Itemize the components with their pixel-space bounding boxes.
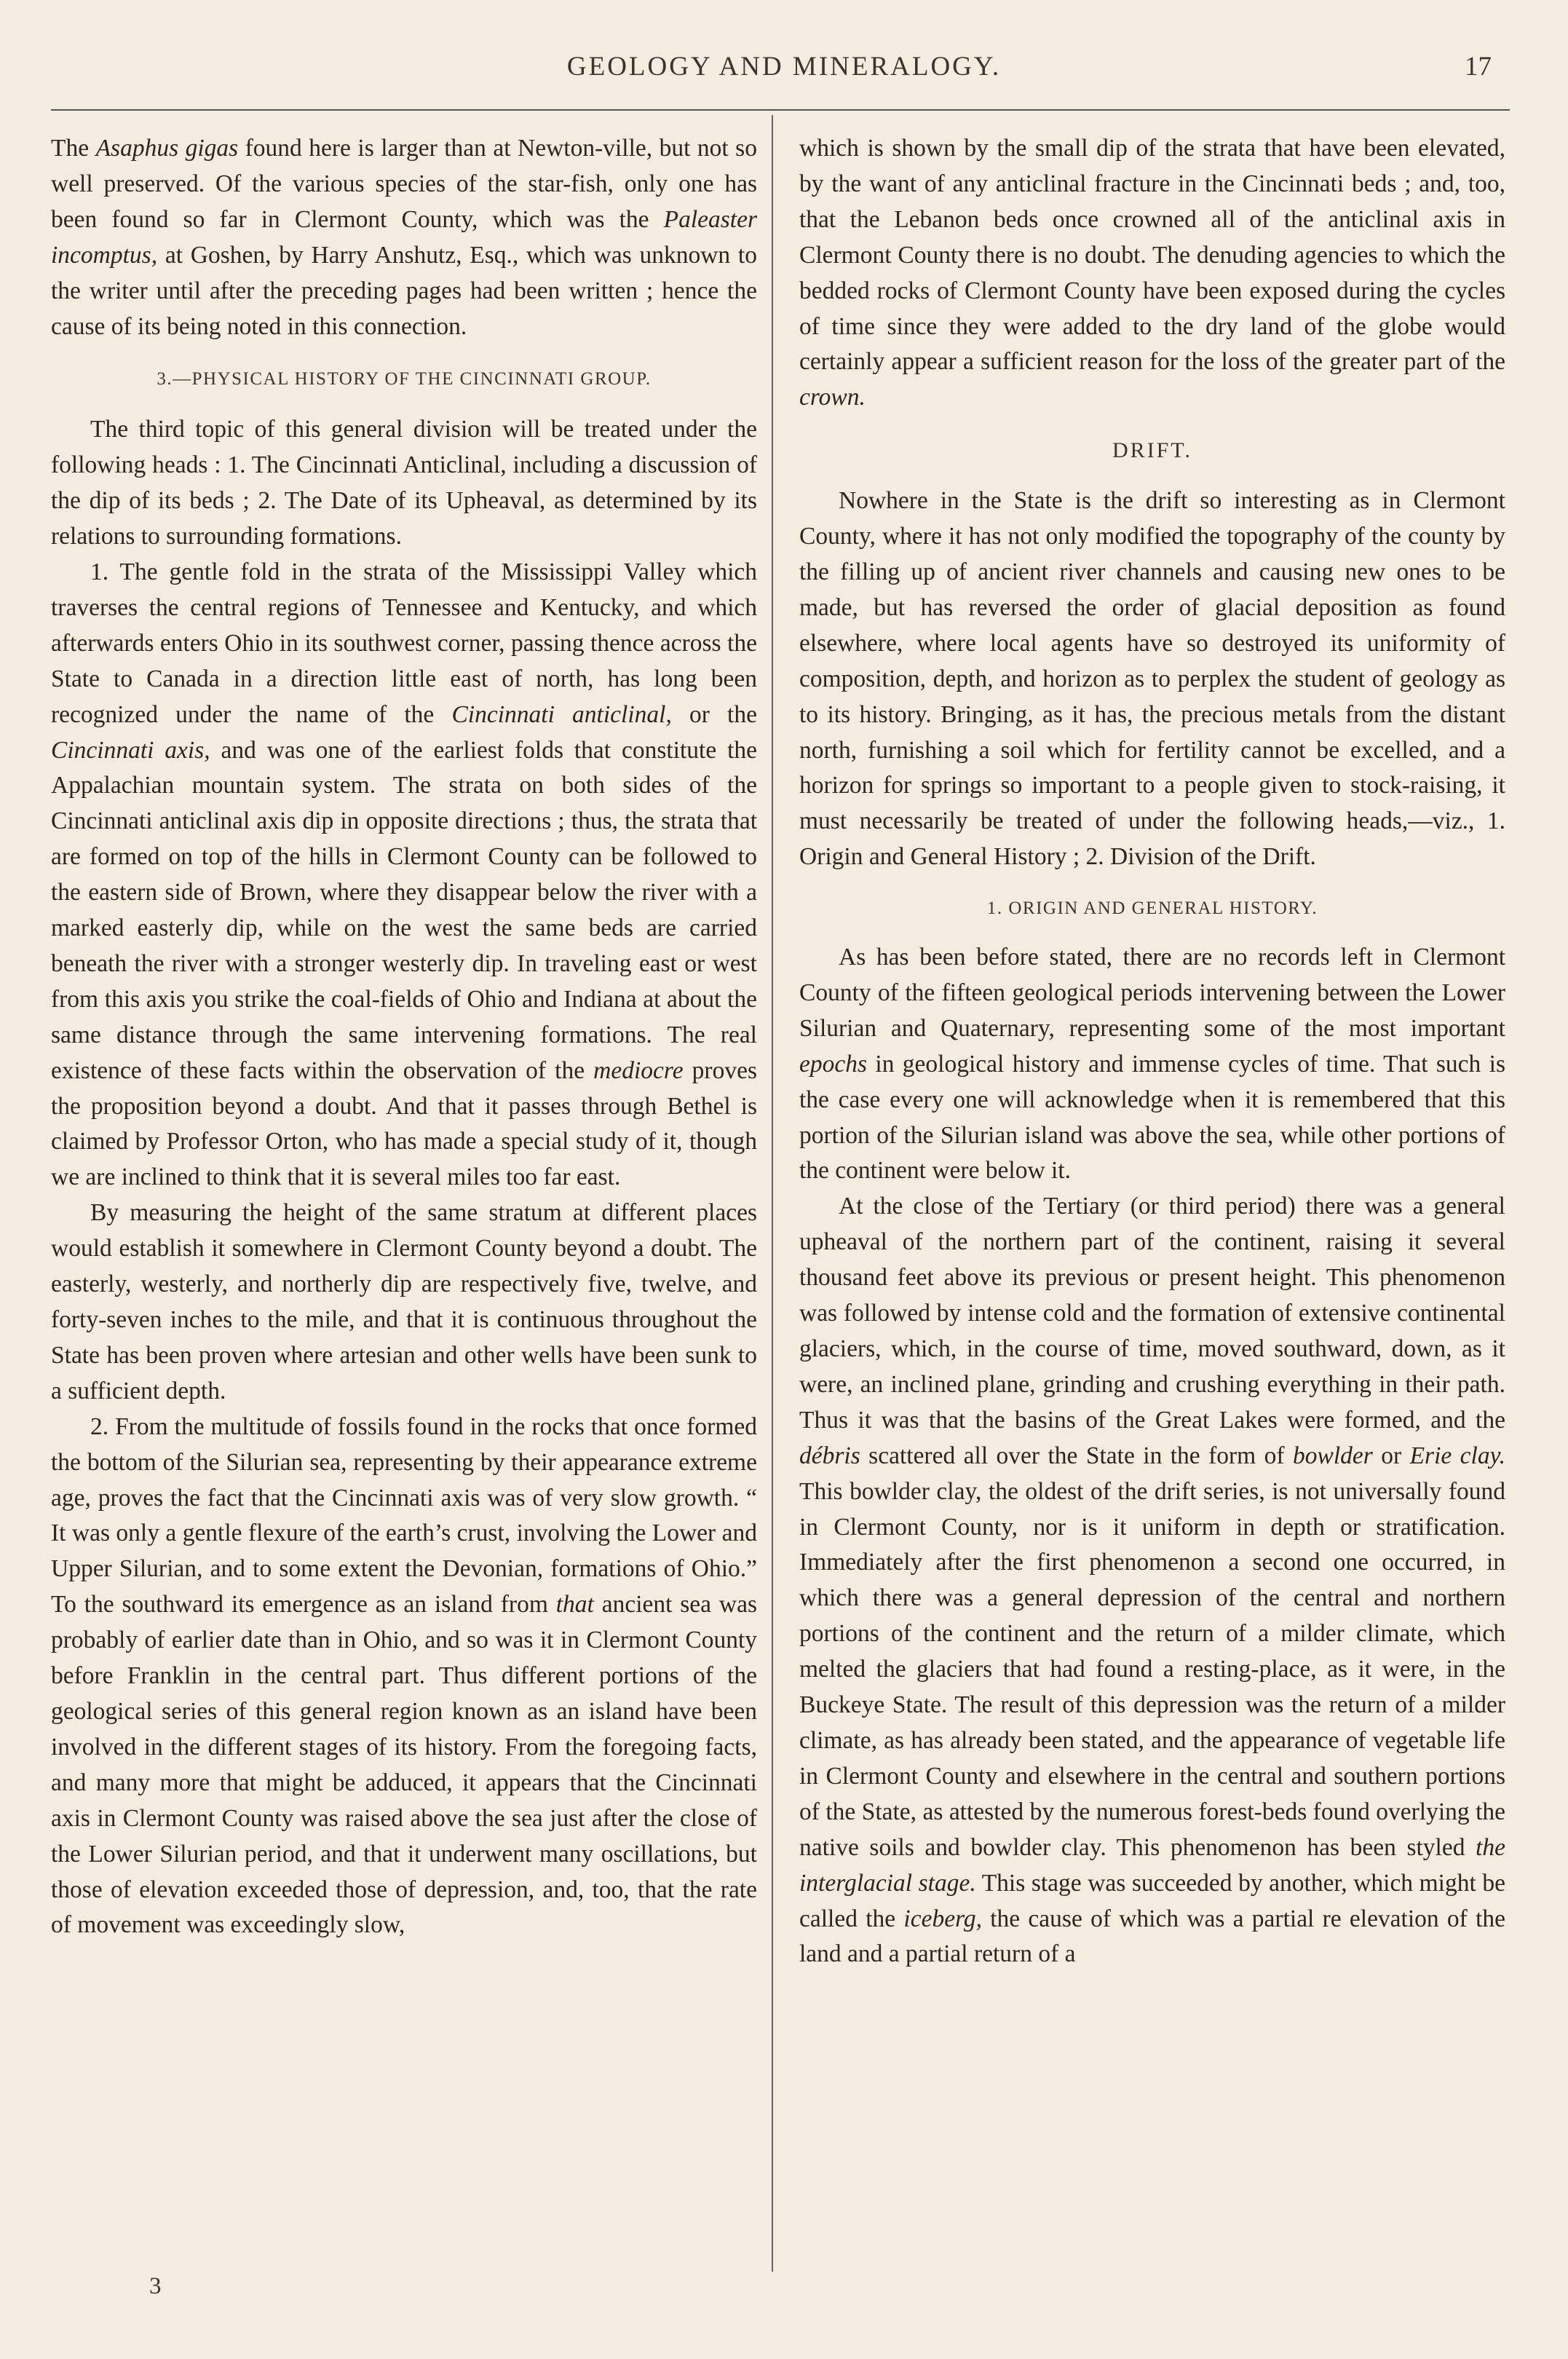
paragraph-records [799, 940, 1505, 1189]
italic-term: that [555, 1591, 594, 1619]
paragraph-third-topic: The third topic of this general division will be treated under the following heads : 1. The Cincinnati Anticlinal, including a discussion of the dip of its beds ; 2. The Date of its Upheaval, as determined by its relations to surrounding formations. [51, 416, 757, 550]
column-divider [772, 115, 773, 2272]
italic-term: Paleaster incomptus, [51, 205, 757, 269]
paragraph-tertiary [799, 1189, 1505, 1972]
left-column [51, 131, 757, 1943]
text-run: in geological history and immense cycles of time. That such is the case every one will acknowledge when it is remembered that this portion of the Silurian island was above the sea, while other portions of the continent were below it. [799, 1050, 1505, 1185]
text-run: which is shown by the small dip of the strata that have been elevated, by the want of any anticlinal fracture in the Cincinnati beds ; and, too, that the Lebanon beds once crowned all of the anticlinal axis in Clermont County there is no doubt. The denuding agencies to which the bedded rocks of Clermont County have been exposed during the cycles of time since they were added to the dry land of the globe would certainly appear a sufficient reason for the loss of the greater part of the [799, 135, 1505, 376]
italic-term: débris [799, 1442, 860, 1469]
text-run: 2. From the multitude of fossils found in the rocks that once formed the bottom of the Silurian sea, representing by their appearance extreme age, proves the fact that the Cincinnati axis was of very slow growth. “ It was only a gentle flexure of the earth’s crust, involving the Lower and Upper Silurian, and to some extent the Devonian, formations of Ohio.” To the southward its emergence as an island from [51, 1412, 757, 1619]
running-title: GEOLOGY AND MINERALOGY. [566, 52, 1002, 82]
italic-term: Cincinnati anticlinal, [451, 700, 672, 728]
running-head [0, 44, 1568, 95]
italic-term: crown. [799, 384, 866, 411]
paragraph-fossils [51, 1410, 757, 1944]
italic-term: Cincinnati axis, [51, 736, 210, 764]
header-rule [51, 109, 1510, 111]
text-run: or [1372, 1442, 1410, 1469]
text-run: found here is larger than at Newton-ville, but not so well preserved. Of the various species of the star-fish, only one has been found so far in Clermont County, which was the [51, 135, 757, 233]
text-run: at Goshen, by Harry Anshutz, Esq., which was unknown to the writer until after the preceding pages had been written ; hence the cause of its being noted in this connection. [51, 241, 757, 340]
text-run: proves the proposition beyond a doubt. And that it passes through Bethel is claimed by Professor Orton, who has made a special study of it, though we are inclined to think that it is several miles too far east. [51, 1056, 757, 1191]
text-run: The [51, 135, 96, 162]
text-run: This stage was succeeded by another, which might be called the [799, 1869, 1505, 1932]
italic-term: Asaphus gigas [95, 135, 239, 162]
text-run: As has been before stated, there are no records left in Clermont County of the fifteen geological periods intervening between the Lower Silurian and Quaternary, representing some of the most important [799, 944, 1505, 1042]
italic-term: iceberg, [903, 1905, 982, 1932]
paragraph-continuation [799, 131, 1505, 416]
text-run: This bowlder clay, the oldest of the drift series, is not universally found in Clermont County, nor is it uniform in depth or stratification. Immediately after the first phenomenon a second one occurred, in which there was a general depression of the central and northern portions of the continent and the return of a milder climate, which melted the glaciers that had found a resting-place, as it were, in the Buckeye State. The result of this depression was the return of a milder climate, as has already been stated, and the appearance of vegetable life in Clermont County and elsewhere in the central and southern portions of the State, as attested by the numerous forest-beds found overlying the native soils and bowlder clay. This phenomenon has been styled [799, 1477, 1505, 1861]
italic-term: bowlder [1293, 1442, 1373, 1469]
italic-term: the interglacial stage. [799, 1833, 1505, 1897]
text-run: 1. The gentle fold in the strata of the Mississippi Valley which traverses the central regions of Tennessee and Kentucky, and which afterwards enters Ohio in its southwest corner, passing thence across the State to Canada in a direction little east of north, has long been recognized under the name of the [51, 558, 757, 728]
italic-term: epochs [799, 1050, 868, 1078]
signature-mark: 3 [149, 2273, 162, 2299]
text-run: the cause of which was a partial re elevation of the land and a partial return of a [799, 1905, 1505, 1968]
text-run: or the [671, 700, 757, 728]
section-heading-drift: DRIFT. [1112, 438, 1192, 463]
italic-term: mediocre [593, 1056, 684, 1084]
paragraph-measuring: By measuring the height of the same stratum at different places would establish it somewhere in Clermont County beyond a doubt. The easterly, westerly, and northerly dip are respectively five, twelve, and forty-seven inches to the mile, and that it is continuous throughout the State has been proven where artesian and other wells have been sunk to a sufficient depth. [51, 1199, 757, 1404]
paragraph-asaphus [51, 131, 757, 344]
page-number: 17 [1465, 52, 1492, 82]
text-run: and was one of the earliest folds that constitute the Appalachian mountain system. The strata on both sides of the Cincinnati anticlinal axis dip in opposite directions ; thus, the strata that are formed on top of the hills in Clermont County can be followed to the eastern side of Brown, where they disappear below the river with a marked easterly dip, while on the west the same beds are carried beneath the river with a stronger westerly dip. In traveling east or west from this axis you strike the coal-fields of Ohio and Indiana at about the same distance through the same intervening formations. The real existence of these facts within the observation of the [51, 736, 757, 1084]
paragraph-drift-intro: Nowhere in the State is the drift so interesting as in Clermont County, where it has not only modified the topography of the county by the filling up of ancient river channels and causing new ones to be made, but has reversed the order of glacial deposition as found elsewhere, where local agents have so destroyed its uniformity of composition, depth, and horizon as to perplex the student of geology as to its history. Bringing, as it has, the precious metals from the distant north, furnishing a soil which for fertility cannot be excelled, and a horizon for springs so important to a people given to stock-raising, it must necessarily be treated of under the following heads,—viz., 1. Origin and General History ; 2. Division of the Drift. [799, 487, 1505, 871]
text-run: scattered all over the State in the form of [860, 1442, 1293, 1469]
section-heading-physical-history: 3.—PHYSICAL HISTORY OF THE CINCINNATI GROUP. [157, 369, 652, 390]
italic-term: Erie clay. [1409, 1442, 1506, 1469]
right-column [799, 131, 1505, 1972]
section-heading-origin: 1. ORIGIN AND GENERAL HISTORY. [986, 898, 1318, 919]
text-run: ancient sea was probably of earlier date than in Ohio, and so was it in Clermont County before Franklin in the central part. Thus different portions of the geological series of this general region known as an island have been involved in the different stages of its history. From the foregoing facts, and many more that might be adduced, it appears that the Cincinnati axis in Clermont County was raised above the sea just after the close of the Lower Silurian period, and that it underwent many oscillations, but those of elevation exceeded those of depression, and, too, that the rate of movement was exceedingly slow, [51, 1591, 757, 1939]
paragraph-anticlinal [51, 555, 757, 1196]
text-run: At the close of the Tertiary (or third period) there was a general upheaval of the northern part of the continent, raising it several thousand feet above its previous or present height. This phenomenon was followed by intense cold and the formation of extensive continental glaciers, which, in the course of time, moved southward, down, as it were, an inclined plane, grinding and crushing everything in their path. Thus it was that the basins of the Great Lakes were formed, and the [799, 1193, 1505, 1434]
